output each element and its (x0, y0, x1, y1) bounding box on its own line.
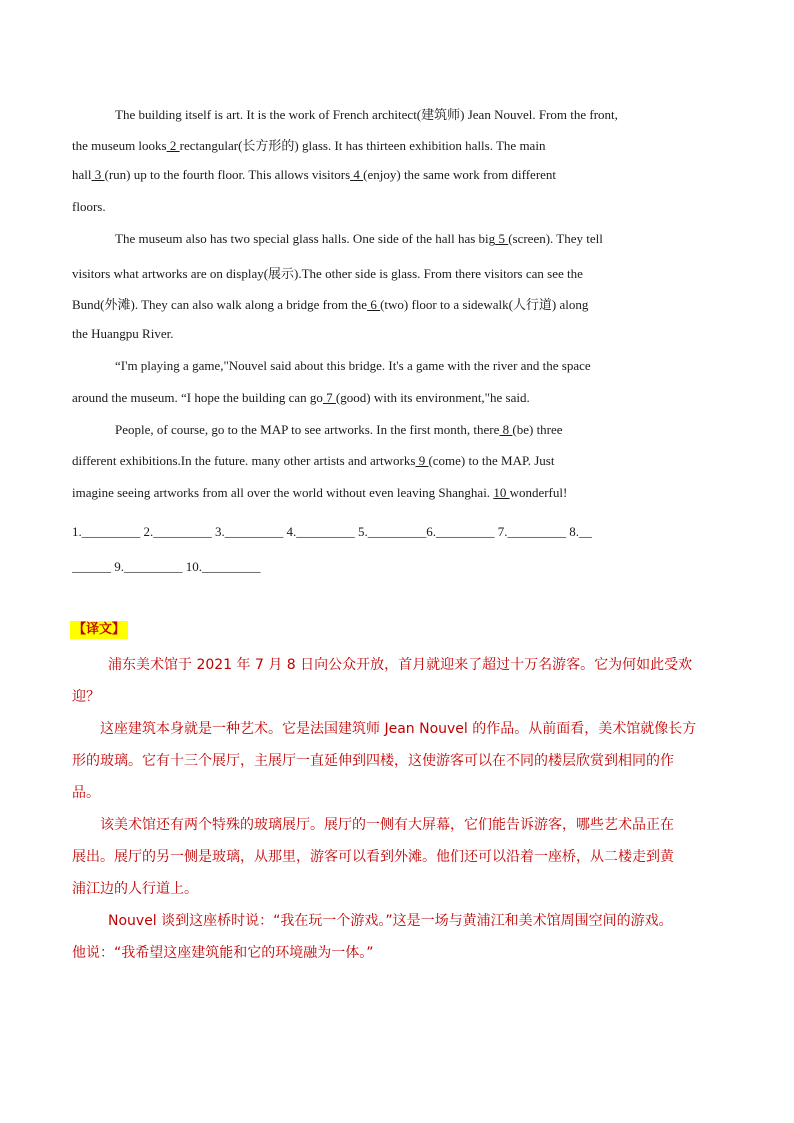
passage-text: floors. (72, 199, 106, 214)
passage-text: People, of course, go to the MAP to see artworks. In the first month, there (115, 422, 500, 437)
passage-text: (run) up to the fourth floor. This allows visitors (104, 167, 351, 182)
translation-line: 品。 (72, 785, 100, 801)
translation-line: 该美术馆还有两个特殊的玻璃展厅。展厅的一侧有大屏幕，它们能告诉游客，哪些艺术品正在 (100, 817, 674, 833)
translation-line: 浦江边的人行道上。 (72, 881, 198, 897)
passage-text: (screen). They tell (508, 231, 603, 246)
passage-text: different exhibitions.In the future. many other artists and artworks (72, 453, 416, 468)
blank-5[interactable]: 5 (495, 231, 509, 246)
translation-line: 浦东美术馆于 2021 年 7 月 8 日向公众开放，首月就迎来了超过十万名游客。它为何如此受欢 (108, 657, 693, 673)
translation-tag: 【译文】 (70, 621, 128, 639)
passage-line-10 (72, 390, 722, 406)
passage-text: (good) with its environment,"he said. (335, 390, 530, 405)
translation-line: 形的玻璃。它有十三个展厅，主展厅一直延伸到四楼，这使游客可以在不同的楼层欣赏到相同的作 (72, 753, 674, 769)
passage-line-1 (115, 104, 765, 123)
passage-text: The museum also has two special glass halls. One side of the hall has big (115, 231, 496, 246)
passage-text: (enjoy) the same work from different (363, 167, 557, 182)
passage-text: (come) to the MAP. Just (428, 453, 555, 468)
passage-line-12 (72, 453, 722, 469)
blank-7[interactable]: 7 (322, 390, 336, 405)
translation-line: 迎？ (72, 689, 100, 705)
passage-line-13 (72, 485, 722, 501)
passage-text: Bund(外滩). They can also walk along a bridge from the (72, 297, 368, 312)
passage-line-8 (72, 326, 722, 342)
passage-text: (be) three (512, 422, 563, 437)
passage-line-11 (115, 422, 765, 438)
translation-line: 这座建筑本身就是一种艺术。它是法国建筑师 Jean Nouvel 的作品。从前面看，美术馆就像长方 (100, 721, 697, 737)
passage-line-6 (72, 263, 722, 282)
passage-text: the museum looks (72, 138, 167, 153)
blank-8[interactable]: 8 (499, 422, 513, 437)
passage-line-2 (72, 135, 722, 154)
passage-text: rectangular(长方形的) glass. It has thirteen exhibition halls. The main (179, 138, 546, 153)
passage-line-9 (115, 358, 765, 374)
passage-text: “I'm playing a game,"Nouvel said about this bridge. It's a game with the river and the space (115, 358, 591, 373)
passage-line-7 (72, 294, 722, 313)
answer-blanks-row-2[interactable]: ______ 9._________ 10._________ (72, 559, 261, 574)
blank-4[interactable]: 4 (350, 167, 364, 182)
translation-line: Nouvel 谈到这座桥时说：“我在玩一个游戏。”这是一场与黄浦江和美术馆周围空间的游戏。 (108, 913, 673, 929)
answer-blanks-row-1[interactable]: 1._________ 2._________ 3._________ 4._________ 5._________6._________ 7._________ 8.__ (72, 524, 592, 539)
passage-text: The building itself is art. It is the work of French architect(建筑师) Jean Nouvel. From the front, (115, 107, 618, 122)
blank-9[interactable]: 9 (415, 453, 429, 468)
passage-text: (two) floor to a sidewalk(人行道) along (380, 297, 589, 312)
translation-line: 展出。展厅的另一侧是玻璃，从那里，游客可以看到外滩。他们还可以沿着一座桥，从二楼走到黄 (72, 849, 674, 865)
passage-text: imagine seeing artworks from all over the world without even leaving Shanghai. (72, 485, 494, 500)
passage-text: visitors what artworks are on display(展示).The other side is glass. From there visitors can see the (72, 266, 583, 281)
passage-text: the Huangpu River. (72, 326, 174, 341)
translation-line: 他说：“我希望这座建筑能和它的环境融为一体。” (72, 945, 374, 961)
passage-line-5 (115, 231, 765, 247)
passage-text: wonderful! (509, 485, 568, 500)
blank-2[interactable]: 2 (166, 138, 180, 153)
blank-6[interactable]: 6 (367, 297, 381, 312)
passage-line-3 (72, 167, 722, 183)
passage-text: around the museum. “I hope the building can go (72, 390, 323, 405)
passage-line-4 (72, 199, 722, 215)
blank-10[interactable]: 10 (493, 485, 510, 500)
blank-3[interactable]: 3 (91, 167, 105, 182)
passage-text: hall (72, 167, 92, 182)
